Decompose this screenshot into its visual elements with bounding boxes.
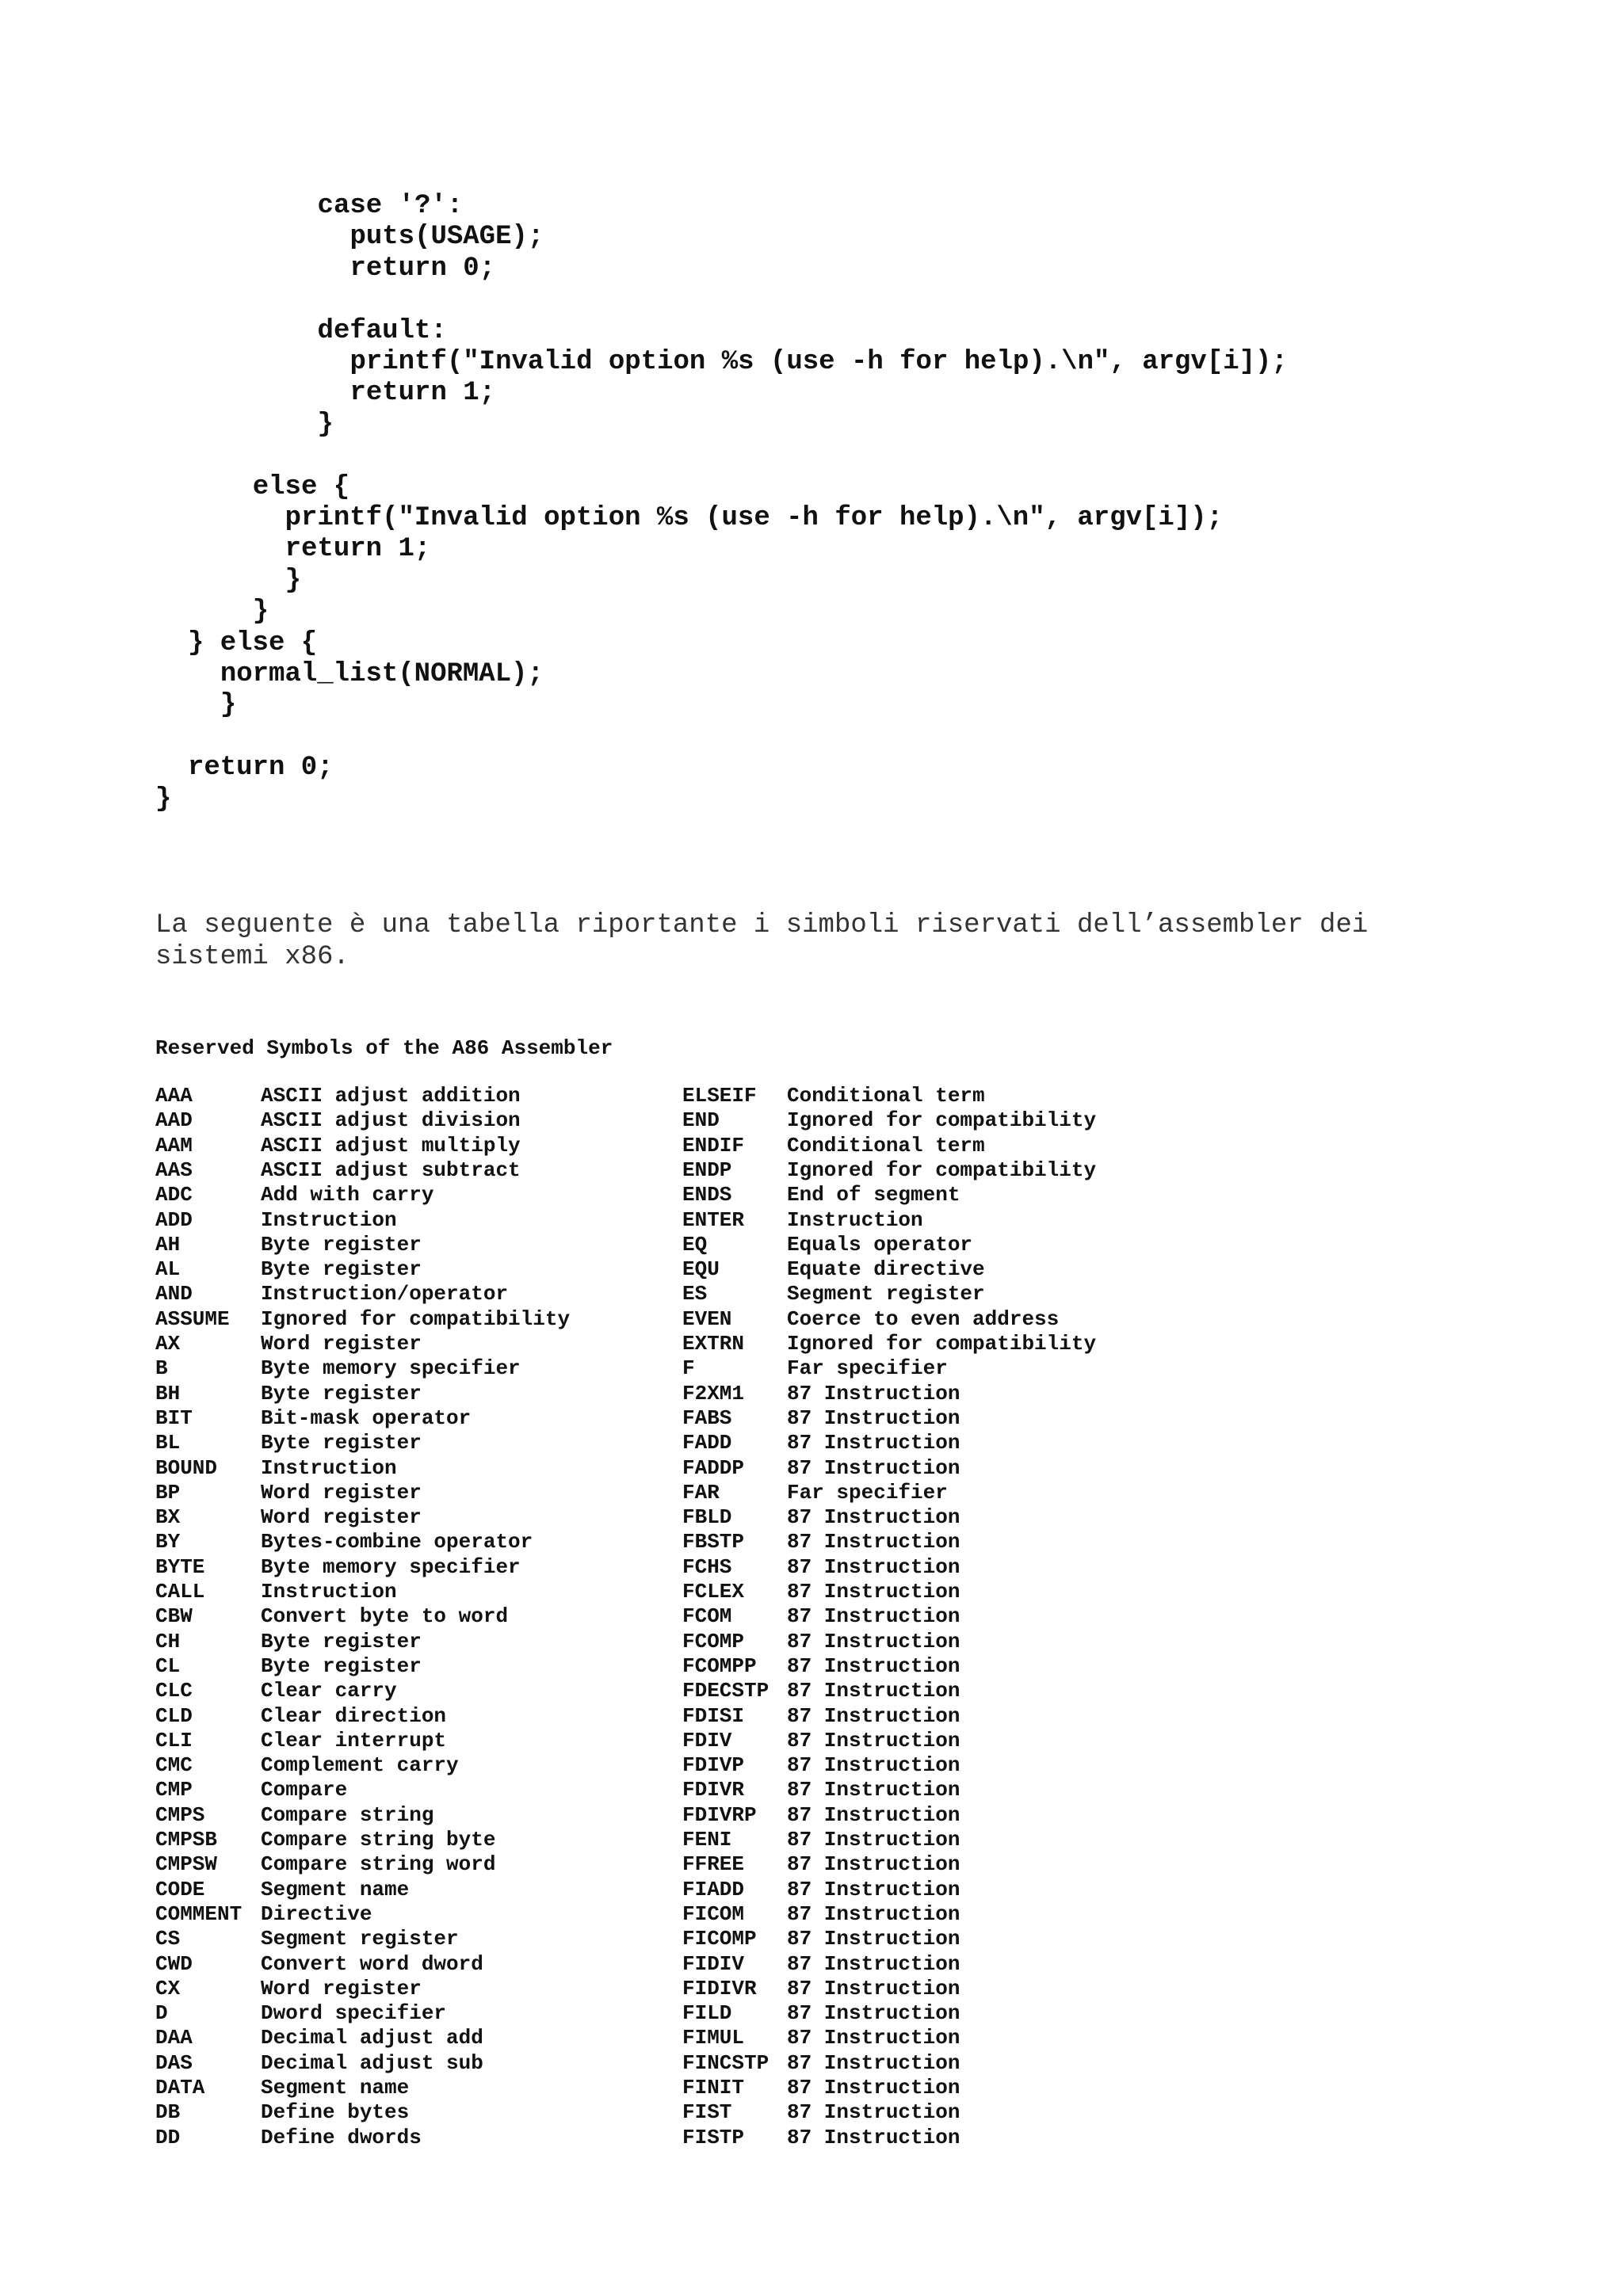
symbol-cell: B bbox=[155, 1356, 168, 1381]
symbol-cell: CX bbox=[155, 1976, 181, 2000]
description-cell: 87 Instruction bbox=[787, 1653, 960, 1678]
description-cell: Word register bbox=[261, 1480, 422, 1505]
symbol-cell: ES bbox=[682, 1282, 708, 1306]
symbol-cell: FBLD bbox=[682, 1505, 732, 1530]
description-cell: Convert word dword bbox=[261, 1951, 483, 1976]
description-cell: ASCII adjust division bbox=[261, 1108, 521, 1133]
code-line: } bbox=[285, 565, 302, 596]
code-line: normal_list(NORMAL); bbox=[220, 659, 544, 689]
description-cell: 87 Instruction bbox=[787, 1778, 960, 1802]
description-cell: Instruction/operator bbox=[261, 1282, 509, 1306]
code-line: return 0; bbox=[187, 753, 334, 784]
description-cell: 87 Instruction bbox=[787, 1455, 960, 1480]
symbol-cell: COMMENT bbox=[155, 1901, 242, 1926]
symbol-cell: DAS bbox=[155, 2050, 193, 2075]
symbol-cell: FFREE bbox=[682, 1852, 745, 1877]
description-cell: Byte register bbox=[261, 1381, 422, 1405]
code-line: } else { bbox=[187, 627, 318, 658]
symbol-cell: EVEN bbox=[682, 1306, 732, 1331]
paragraph-line-2: sistemi x86. bbox=[155, 942, 349, 972]
description-cell: 87 Instruction bbox=[787, 1951, 960, 1976]
symbol-cell: FINCSTP bbox=[682, 2050, 769, 2075]
symbol-cell: FCOMPP bbox=[682, 1653, 757, 1678]
code-line: default: bbox=[317, 315, 447, 346]
code-line: case '?': bbox=[317, 191, 464, 221]
description-cell: 87 Instruction bbox=[787, 1852, 960, 1877]
symbol-cell: FDIVP bbox=[682, 1753, 745, 1778]
description-cell: Segment register bbox=[261, 1927, 459, 1951]
code-line: printf("Invalid option %s (use -h for help).\n", argv[i]); bbox=[349, 347, 1288, 377]
description-cell: ASCII adjust addition bbox=[261, 1084, 521, 1108]
symbol-cell: AAD bbox=[155, 1108, 193, 1133]
symbol-cell: FIST bbox=[682, 2100, 732, 2125]
description-cell: 87 Instruction bbox=[787, 1703, 960, 1728]
description-cell: Segment register bbox=[787, 1282, 985, 1306]
symbol-cell: AAM bbox=[155, 1133, 193, 1158]
description-cell: 87 Instruction bbox=[787, 1802, 960, 1827]
symbol-cell: EQU bbox=[682, 1257, 720, 1282]
symbol-cell: FABS bbox=[682, 1405, 732, 1430]
description-cell: Instruction bbox=[787, 1207, 923, 1232]
description-cell: Byte memory specifier bbox=[261, 1356, 521, 1381]
symbol-cell: FENI bbox=[682, 1828, 732, 1852]
symbol-cell: CLC bbox=[155, 1679, 193, 1703]
description-cell: Add with carry bbox=[261, 1183, 434, 1207]
code-line: puts(USAGE); bbox=[349, 222, 544, 253]
symbol-cell: FCHS bbox=[682, 1554, 732, 1579]
symbol-cell: AX bbox=[155, 1332, 181, 1356]
symbol-cell: BIT bbox=[155, 1405, 193, 1430]
description-cell: 87 Instruction bbox=[787, 1753, 960, 1778]
description-cell: Word register bbox=[261, 1976, 422, 2000]
description-cell: 87 Instruction bbox=[787, 1877, 960, 1901]
description-cell: Equals operator bbox=[787, 1232, 973, 1257]
symbol-cell: EQ bbox=[682, 1232, 708, 1257]
symbol-cell: DD bbox=[155, 2125, 181, 2149]
symbol-cell: BX bbox=[155, 1505, 181, 1530]
description-cell: ASCII adjust subtract bbox=[261, 1158, 521, 1182]
symbol-cell: FICOMP bbox=[682, 1927, 757, 1951]
description-cell: Byte memory specifier bbox=[261, 1554, 521, 1579]
description-cell: 87 Instruction bbox=[787, 1679, 960, 1703]
symbol-cell: BYTE bbox=[155, 1554, 205, 1579]
symbol-cell: FADD bbox=[682, 1431, 732, 1455]
description-cell: Segment name bbox=[261, 2076, 410, 2100]
description-cell: Clear direction bbox=[261, 1703, 447, 1728]
symbol-cell: CLD bbox=[155, 1703, 193, 1728]
symbol-cell: AAS bbox=[155, 1158, 193, 1182]
symbol-cell: END bbox=[682, 1108, 720, 1133]
description-cell: 87 Instruction bbox=[787, 1828, 960, 1852]
description-cell: Byte register bbox=[261, 1431, 422, 1455]
description-cell: Ignored for compatibility bbox=[787, 1158, 1097, 1182]
symbol-cell: FADDP bbox=[682, 1455, 745, 1480]
symbol-cell: FDISI bbox=[682, 1703, 745, 1728]
symbol-cell: FIADD bbox=[682, 1877, 745, 1901]
description-cell: 87 Instruction bbox=[787, 1381, 960, 1405]
description-cell: Define bytes bbox=[261, 2100, 410, 2125]
description-cell: Conditional term bbox=[787, 1084, 985, 1108]
code-line: printf("Invalid option %s (use -h for help).\n", argv[i]); bbox=[285, 503, 1224, 533]
intro-paragraph bbox=[155, 910, 1503, 973]
description-cell: Byte register bbox=[261, 1629, 422, 1653]
description-cell: 87 Instruction bbox=[787, 1604, 960, 1629]
symbol-cell: CBW bbox=[155, 1604, 193, 1629]
symbol-cell: CLI bbox=[155, 1728, 193, 1753]
description-cell: 87 Instruction bbox=[787, 1728, 960, 1753]
symbol-cell: CALL bbox=[155, 1580, 205, 1604]
description-cell: 87 Instruction bbox=[787, 1901, 960, 1926]
symbol-cell: ADC bbox=[155, 1183, 193, 1207]
symbol-cell: BY bbox=[155, 1530, 181, 1554]
symbol-cell: FIMUL bbox=[682, 2026, 745, 2050]
symbol-cell: ASSUME bbox=[155, 1306, 230, 1331]
symbol-cell: FICOM bbox=[682, 1901, 745, 1926]
table-title: Reserved Symbols of the A86 Assembler bbox=[155, 1036, 613, 1060]
description-cell: Byte register bbox=[261, 1653, 422, 1678]
description-cell: Far specifier bbox=[787, 1356, 948, 1381]
description-cell: Compare string word bbox=[261, 1852, 496, 1877]
symbol-cell: BL bbox=[155, 1431, 181, 1455]
symbol-cell: AL bbox=[155, 1257, 181, 1282]
description-cell: 87 Instruction bbox=[787, 2100, 960, 2125]
description-cell: 87 Instruction bbox=[787, 1927, 960, 1951]
description-cell: Compare string bbox=[261, 1802, 434, 1827]
description-cell: Complement carry bbox=[261, 1753, 459, 1778]
symbol-cell: CWD bbox=[155, 1951, 193, 1976]
description-cell: Dword specifier bbox=[261, 2001, 447, 2026]
description-cell: 87 Instruction bbox=[787, 1431, 960, 1455]
description-cell: Conditional term bbox=[787, 1133, 985, 1158]
description-cell: 87 Instruction bbox=[787, 1976, 960, 2000]
description-cell: 87 Instruction bbox=[787, 2125, 960, 2149]
description-cell: 87 Instruction bbox=[787, 1629, 960, 1653]
symbol-cell: AAA bbox=[155, 1084, 193, 1108]
symbol-cell: FDECSTP bbox=[682, 1679, 769, 1703]
symbol-cell: CODE bbox=[155, 1877, 205, 1901]
description-cell: 87 Instruction bbox=[787, 1405, 960, 1430]
symbol-cell: CH bbox=[155, 1629, 181, 1653]
description-cell: Instruction bbox=[261, 1207, 397, 1232]
description-cell: Byte register bbox=[261, 1257, 422, 1282]
description-cell: Instruction bbox=[261, 1580, 397, 1604]
symbol-cell: CS bbox=[155, 1927, 181, 1951]
description-cell: Clear interrupt bbox=[261, 1728, 447, 1753]
code-line: else { bbox=[252, 471, 350, 502]
symbol-cell: F bbox=[682, 1356, 695, 1381]
symbol-cell: BP bbox=[155, 1480, 181, 1505]
symbol-cell: ELSEIF bbox=[682, 1084, 757, 1108]
symbol-cell: DAA bbox=[155, 2026, 193, 2050]
symbol-cell: AND bbox=[155, 1282, 193, 1306]
symbol-cell: ENDS bbox=[682, 1183, 732, 1207]
description-cell: Compare string byte bbox=[261, 1828, 496, 1852]
description-cell: Equate directive bbox=[787, 1257, 985, 1282]
description-cell: 87 Instruction bbox=[787, 1554, 960, 1579]
symbol-cell: FBSTP bbox=[682, 1530, 745, 1554]
description-cell: Ignored for compatibility bbox=[787, 1332, 1097, 1356]
description-cell: 87 Instruction bbox=[787, 2026, 960, 2050]
description-cell: Compare bbox=[261, 1778, 348, 1802]
symbol-cell: CMP bbox=[155, 1778, 193, 1802]
description-cell: Coerce to even address bbox=[787, 1306, 1060, 1331]
symbol-cell: DATA bbox=[155, 2076, 205, 2100]
symbol-cell: AH bbox=[155, 1232, 181, 1257]
description-cell: Ignored for compatibility bbox=[261, 1306, 571, 1331]
code-line: } bbox=[317, 409, 334, 440]
symbol-cell: BOUND bbox=[155, 1455, 218, 1480]
symbol-cell: ADD bbox=[155, 1207, 193, 1232]
description-cell: Decimal adjust sub bbox=[261, 2050, 483, 2075]
symbol-cell: FDIVR bbox=[682, 1778, 745, 1802]
symbol-cell: BH bbox=[155, 1381, 181, 1405]
symbol-cell: FISTP bbox=[682, 2125, 745, 2149]
symbol-cell: FCOMP bbox=[682, 1629, 745, 1653]
description-cell: 87 Instruction bbox=[787, 2050, 960, 2075]
description-cell: Bit-mask operator bbox=[261, 1405, 472, 1430]
description-cell: Segment name bbox=[261, 1877, 410, 1901]
code-line: } bbox=[252, 597, 269, 627]
symbol-cell: EXTRN bbox=[682, 1332, 745, 1356]
symbol-cell: FAR bbox=[682, 1480, 720, 1505]
description-cell: Ignored for compatibility bbox=[787, 1108, 1097, 1133]
description-cell: 87 Instruction bbox=[787, 1505, 960, 1530]
symbol-cell: FDIV bbox=[682, 1728, 732, 1753]
symbol-cell: CMPS bbox=[155, 1802, 205, 1827]
code-line: return 1; bbox=[285, 534, 431, 565]
symbol-cell: D bbox=[155, 2001, 168, 2026]
symbol-cell: FILD bbox=[682, 2001, 732, 2026]
description-cell: Define dwords bbox=[261, 2125, 422, 2149]
description-cell: Word register bbox=[261, 1332, 422, 1356]
description-cell: Clear carry bbox=[261, 1679, 397, 1703]
symbol-cell: FDIVRP bbox=[682, 1802, 757, 1827]
code-line: return 0; bbox=[349, 253, 496, 284]
symbol-cell: ENDIF bbox=[682, 1133, 745, 1158]
description-cell: End of segment bbox=[787, 1183, 960, 1207]
symbol-cell: FIDIV bbox=[682, 1951, 745, 1976]
symbol-cell: ENTER bbox=[682, 1207, 745, 1232]
description-cell: Directive bbox=[261, 1901, 372, 1926]
description-cell: Instruction bbox=[261, 1455, 397, 1480]
code-line: } bbox=[155, 784, 172, 814]
symbol-cell: DB bbox=[155, 2100, 181, 2125]
description-cell: Word register bbox=[261, 1505, 422, 1530]
symbol-cell: CMPSW bbox=[155, 1852, 218, 1877]
description-cell: 87 Instruction bbox=[787, 1580, 960, 1604]
symbol-cell: FINIT bbox=[682, 2076, 745, 2100]
description-cell: Far specifier bbox=[787, 1480, 948, 1505]
symbol-cell: FCOM bbox=[682, 1604, 732, 1629]
description-cell: 87 Instruction bbox=[787, 2001, 960, 2026]
code-line: return 1; bbox=[349, 378, 496, 409]
description-cell: Decimal adjust add bbox=[261, 2026, 483, 2050]
symbol-cell: FIDIVR bbox=[682, 1976, 757, 2000]
symbol-cell: CL bbox=[155, 1653, 181, 1678]
paragraph-line-1: La seguente è una tabella riportante i simboli riservati dell’assembler dei bbox=[155, 910, 1369, 940]
description-cell: Byte register bbox=[261, 1232, 422, 1257]
description-cell: Convert byte to word bbox=[261, 1604, 509, 1629]
code-line: } bbox=[220, 690, 237, 721]
symbol-cell: F2XM1 bbox=[682, 1381, 745, 1405]
description-cell: ASCII adjust multiply bbox=[261, 1133, 521, 1158]
description-cell: 87 Instruction bbox=[787, 2076, 960, 2100]
description-cell: 87 Instruction bbox=[787, 1530, 960, 1554]
symbol-cell: CMC bbox=[155, 1753, 193, 1778]
description-cell: Bytes-combine operator bbox=[261, 1530, 533, 1554]
symbol-cell: ENDP bbox=[682, 1158, 732, 1182]
symbol-cell: FCLEX bbox=[682, 1580, 745, 1604]
symbol-cell: CMPSB bbox=[155, 1828, 218, 1852]
